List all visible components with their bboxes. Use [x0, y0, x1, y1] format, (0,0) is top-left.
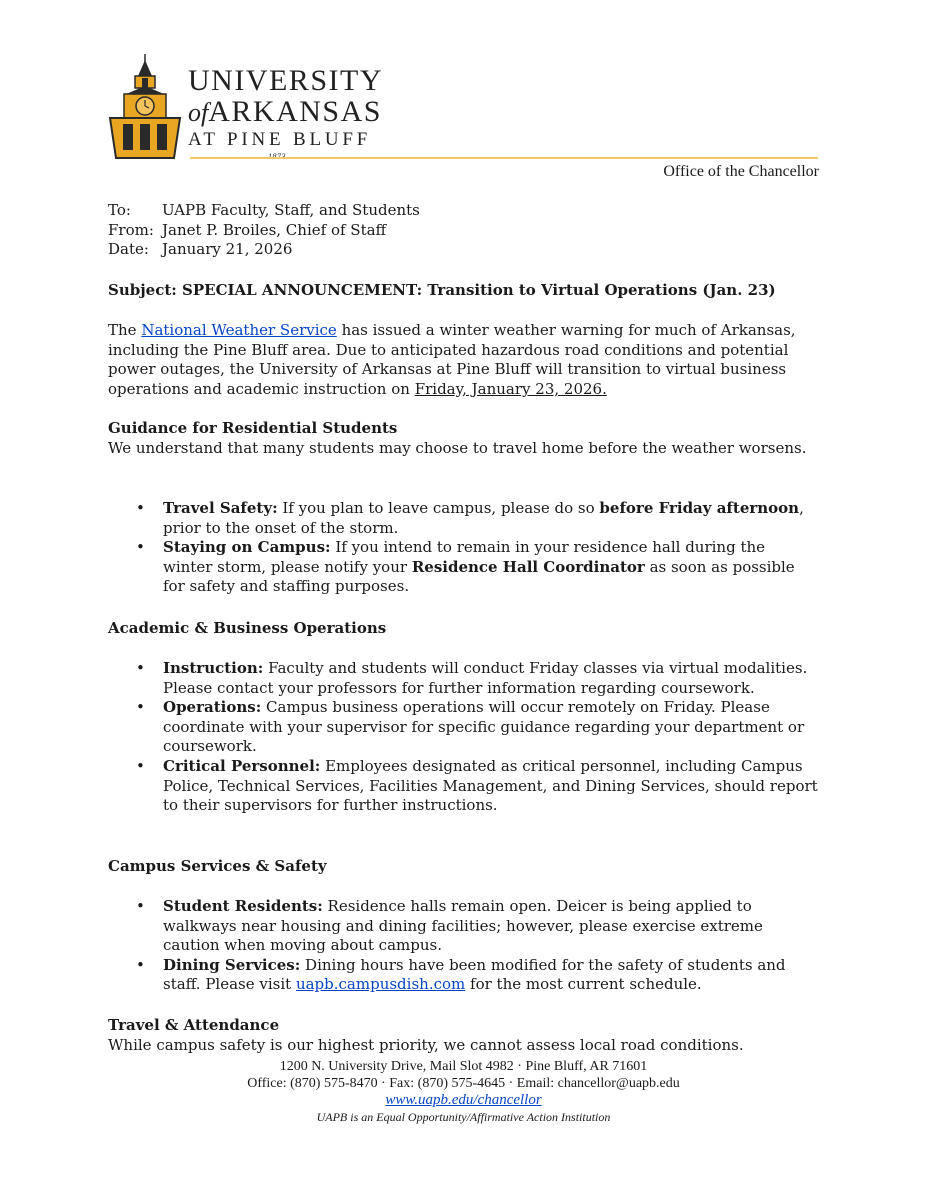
memo-date	[108, 240, 292, 259]
bullet-text: Employees designated as critical personnel, including Campus Police, Technical Services, Facilities Management, and Dining Services, should report to their supervisors for further instructions.	[163, 756, 818, 815]
bullet-text: as soon as possible for safety and staffing purposes.	[163, 557, 795, 596]
letterhead-footer	[0, 1058, 927, 1126]
bullet-text: If you intend to remain in your residence hall during the winter storm, please notify your	[163, 538, 766, 576]
subject-line: Subject: SPECIAL ANNOUNCEMENT: Transition to Virtual Operations (Jan. 23)	[108, 281, 776, 299]
intro-paragraph	[108, 321, 818, 399]
list-item	[108, 956, 818, 995]
memo-to	[108, 201, 420, 220]
clock-tower-icon	[108, 54, 184, 160]
header-rule	[190, 157, 818, 159]
campus-list	[108, 897, 818, 995]
list-item	[108, 757, 818, 816]
logo-line-arkansas	[188, 95, 382, 129]
bullet-text: Campus business operations will occur remotely on Friday. Please coordinate with your supervisor for specific guidance regarding your department or coursework.	[163, 698, 805, 756]
heading-campus: Campus Services & Safety	[108, 857, 327, 875]
memo-date-value: January 21, 2026	[162, 240, 293, 258]
logo-line-university: UNIVERSITY	[188, 64, 383, 97]
memo-date-label: Date:	[108, 240, 149, 258]
footer-website-link[interactable]: www.uapb.edu/chancellor	[385, 1092, 542, 1108]
residential-intro: We understand that many students may choose to travel home before the weather worsens.	[108, 439, 807, 457]
bullet-label: Operations:	[163, 698, 262, 717]
memo-from-value: Janet P. Broiles, Chief of Staff	[162, 221, 387, 239]
list-item	[108, 538, 818, 597]
bullet-text: , prior to the onset of the storm.	[163, 499, 804, 537]
bullet-emphasis: Residence Hall Coordinator	[411, 557, 645, 576]
bullet-label: Staying on Campus:	[163, 538, 331, 557]
nws-link[interactable]: National Weather Service	[141, 321, 337, 339]
footer-address: 1200 N. University Drive, Mail Slot 4982 · Pine Bluff, AR 71601	[279, 1059, 648, 1074]
office-title: Office of the Chancellor	[663, 163, 819, 180]
intro-pre: The	[108, 321, 142, 339]
list-item	[108, 897, 818, 956]
bullet-label: Critical Personnel:	[163, 756, 321, 775]
bullet-label: Travel Safety:	[163, 499, 278, 517]
bullet-emphasis: before Friday afternoon	[599, 499, 800, 517]
intro-mid: has issued a winter weather warning for much of Arkansas, including the Pine Bluff area. Due to anticipated hazardous road conditions and potential power outages, the University of Arkansas at Pine Bluff will transition to virtual business operations and academic instruction on	[108, 321, 796, 398]
bullet-label: Dining Services:	[163, 955, 301, 974]
bullet-text: Faculty and students will conduct Friday classes via virtual modalities. Please contact your professors for further information regarding coursework.	[163, 659, 808, 697]
heading-travel: Travel & Attendance	[108, 1016, 280, 1034]
memo-to-label: To:	[108, 201, 131, 219]
heading-residential: Guidance for Residential Students	[108, 419, 398, 437]
travel-text: While campus safety is our highest priority, we cannot assess local road conditions.	[108, 1036, 744, 1054]
list-item	[108, 698, 818, 757]
intro-date: Friday, January 23, 2026.	[414, 379, 607, 398]
footer-eeo-statement: UAPB is an Equal Opportunity/Affirmative Action Institution	[316, 1110, 611, 1124]
campusdish-link[interactable]: uapb.campusdish.com	[295, 975, 466, 994]
bullet-text: for the most current schedule.	[465, 975, 702, 994]
bullet-label: Student Residents:	[163, 897, 323, 915]
university-logo	[108, 54, 398, 166]
bullet-text: If you plan to leave campus, please do so	[277, 499, 600, 517]
memo-to-value: UAPB Faculty, Staff, and Students	[162, 201, 420, 219]
memo-from-label: From:	[108, 221, 154, 239]
bullet-label: Instruction:	[163, 659, 264, 677]
residential-list	[108, 499, 818, 597]
list-item	[108, 499, 818, 538]
logo-arkansas: ARKANSAS	[208, 95, 382, 128]
bullet-text: Dining hours have been modified for the safety of students and staff. Please visit	[163, 955, 786, 994]
bullet-text: Residence halls remain open. Deicer is being applied to walkways near housing and dining facilities; however, please exercise extreme caution when moving about campus.	[163, 897, 763, 955]
heading-academic: Academic & Business Operations	[108, 619, 387, 637]
list-item	[108, 659, 818, 698]
academic-list	[108, 659, 818, 816]
memo-from	[108, 221, 386, 240]
logo-of: of	[188, 98, 209, 127]
logo-line-pine-bluff: AT PINE BLUFF	[188, 129, 372, 150]
footer-contact: Office: (870) 575-8470 · Fax: (870) 575-4645 · Email: chancellor@uapb.edu	[247, 1076, 680, 1091]
